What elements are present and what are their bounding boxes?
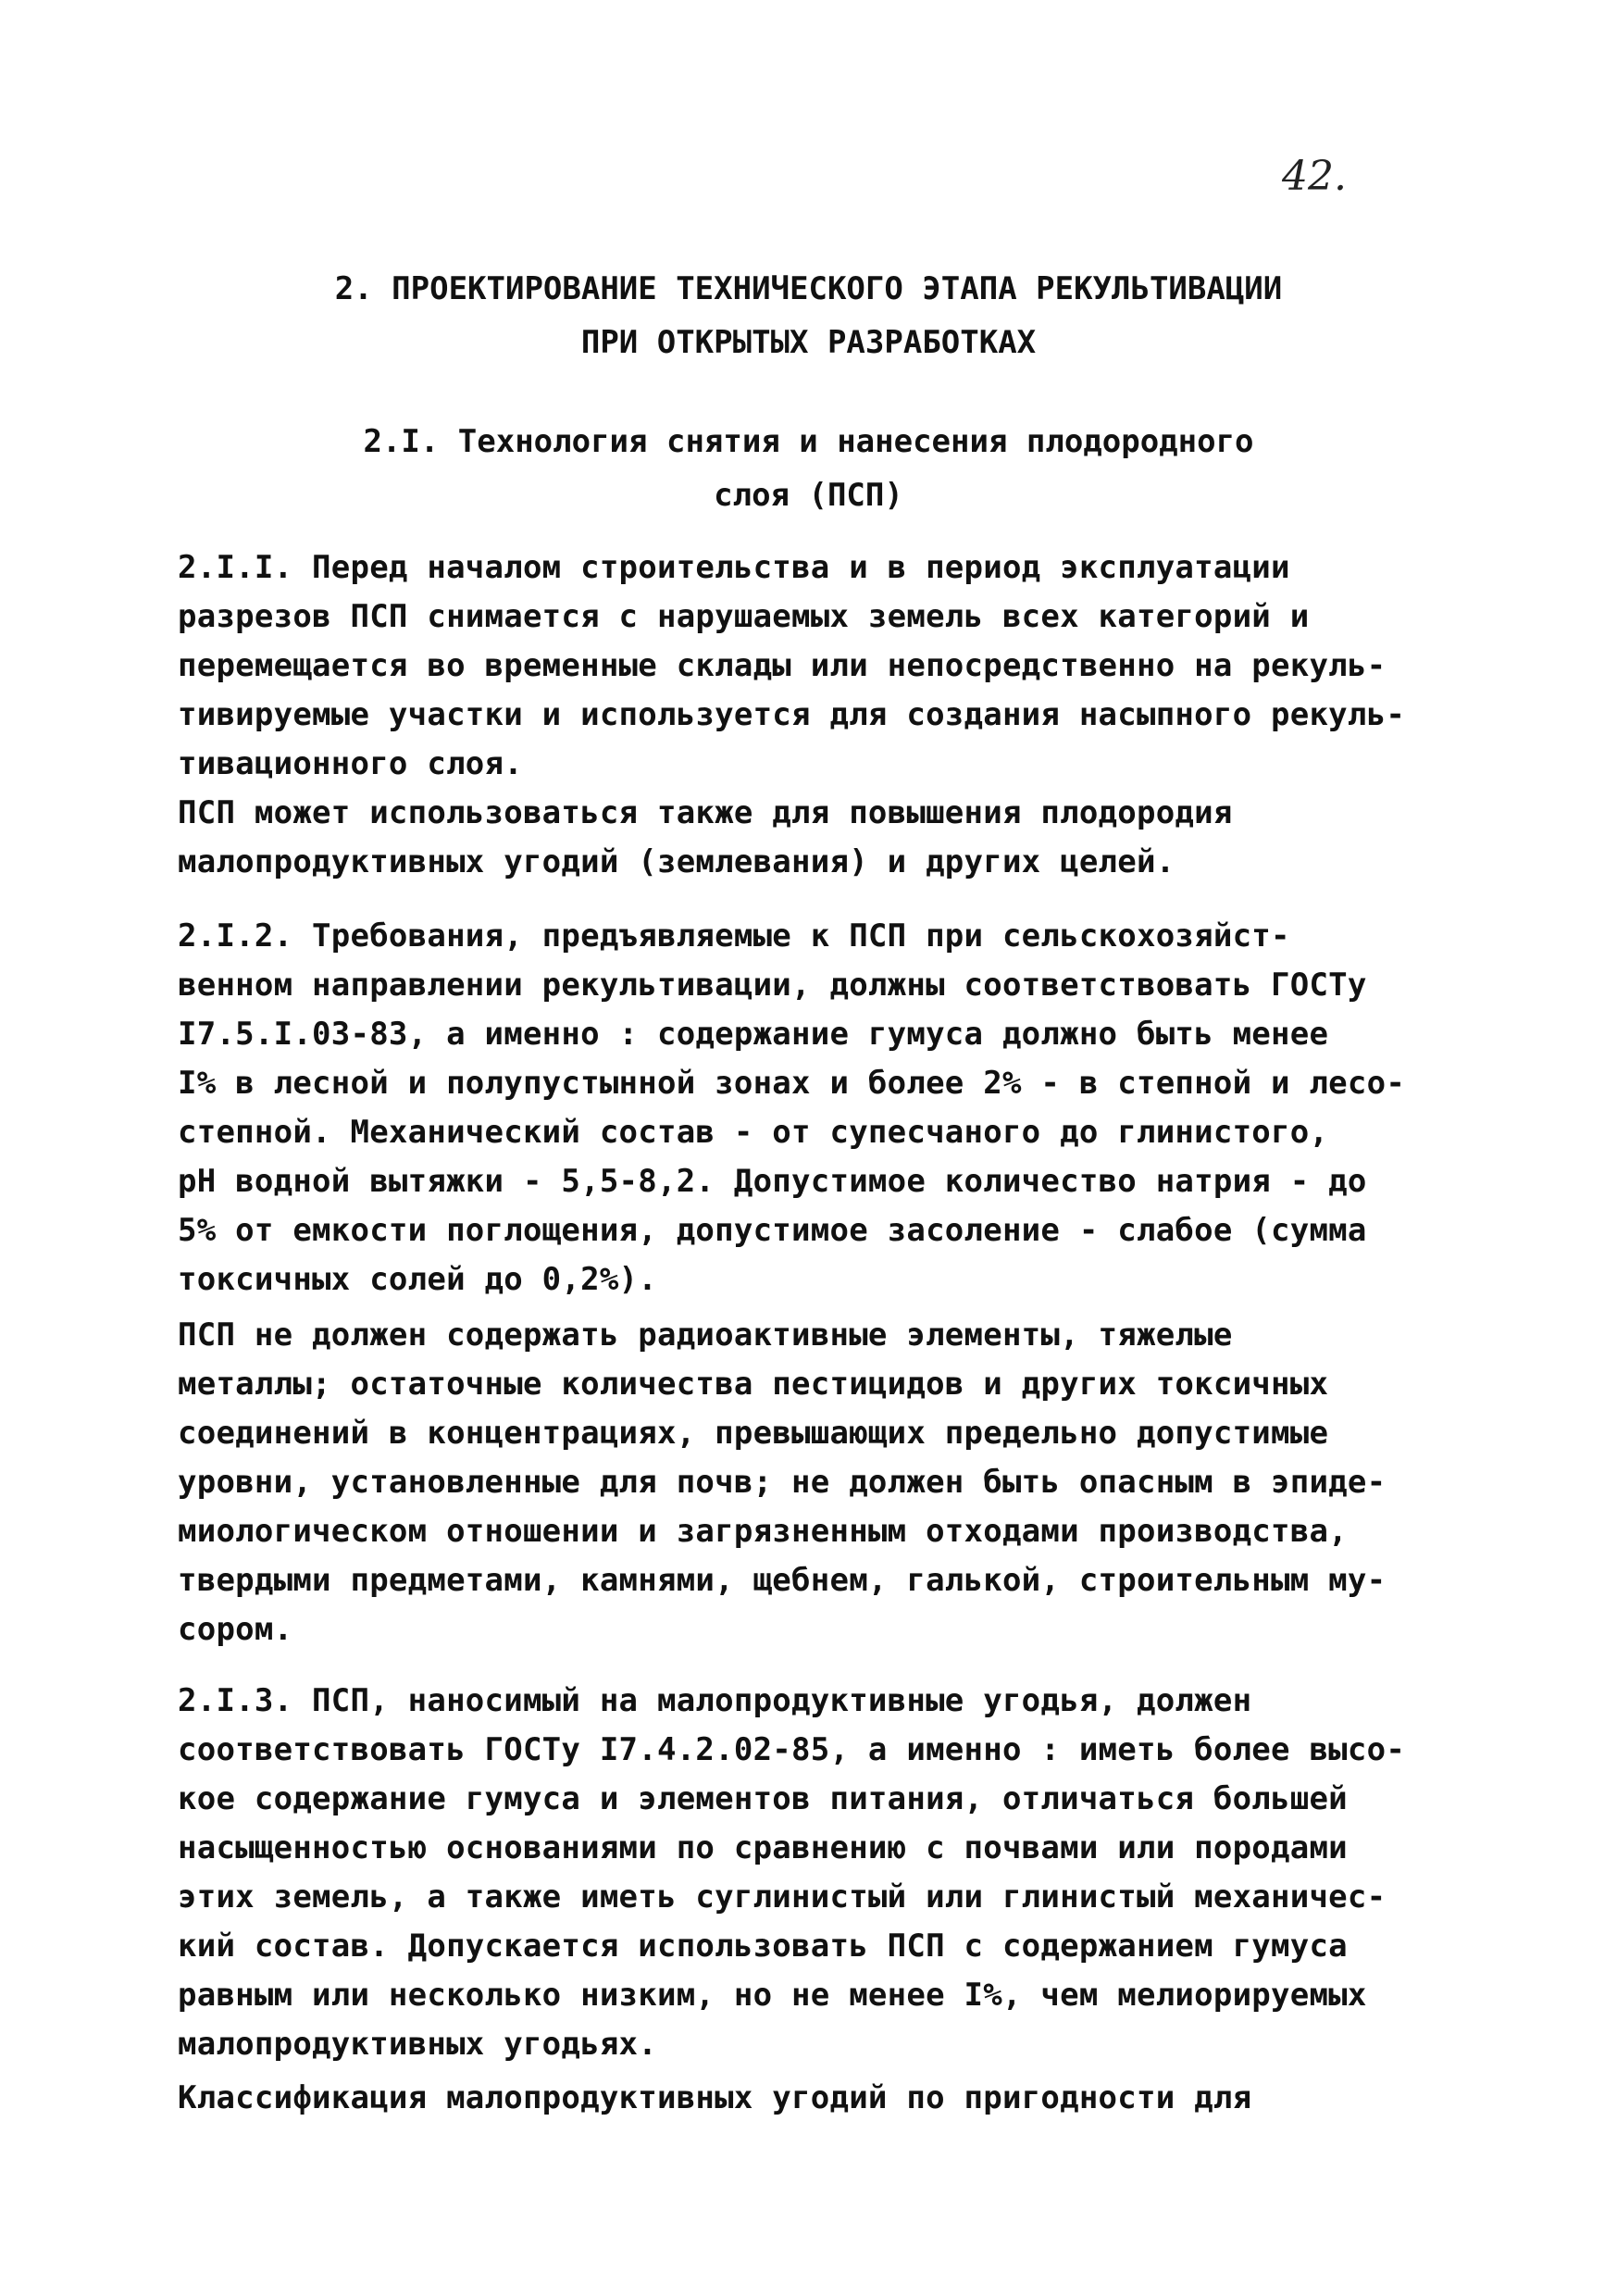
text-line: токсичных солей до 0,2%). bbox=[178, 1261, 657, 1298]
text-line: I7.5.I.03-83, а именно : содержание гумуса должно быть менее bbox=[178, 1016, 1329, 1053]
text-line: соединений в концентрациях, превышающих предельно допустимые bbox=[178, 1415, 1329, 1452]
text-line: кое содержание гумуса и элементов питания, отличаться большей bbox=[178, 1780, 1348, 1817]
chapter-title-line: 2. ПРОЕКТИРОВАНИЕ ТЕХНИЧЕСКОГО ЭТАПА РЕКУЛЬТИВАЦИИ bbox=[334, 270, 1283, 307]
text-line: рН водной вытяжки - 5,5-8,2. Допустимое количество натрия - до bbox=[178, 1163, 1367, 1200]
section-title-line: 2.I. Технология снятия и нанесения плодородного bbox=[363, 423, 1254, 460]
text-line: ПСП не должен содержать радиоактивные элементы, тяжелые bbox=[178, 1316, 1233, 1354]
text-line: разрезов ПСП снимается с нарушаемых земель всех категорий и bbox=[178, 598, 1310, 635]
chapter-title bbox=[139, 262, 1478, 369]
text-line: равным или несколько низким, но не менее I%, чем мелиорируемых bbox=[178, 1977, 1367, 2014]
text-line: I% в лесной и полупустынной зонах и более 2% - в степной и лесо- bbox=[178, 1065, 1406, 1102]
text-line: металлы; остаточные количества пестицидов и других токсичных bbox=[178, 1366, 1329, 1403]
text-line: твердыми предметами, камнями, щебнем, галькой, строительным му- bbox=[178, 1562, 1387, 1599]
text-line: 5% от емкости поглощения, допустимое засоление - слабое (сумма bbox=[178, 1212, 1367, 1249]
text-line: ПСП может использоваться также для повышения плодородия bbox=[178, 794, 1233, 831]
text-line: степной. Механический состав - от супесчаного до глинистого, bbox=[178, 1114, 1329, 1151]
text-line: кий состав. Допускается использовать ПСП с содержанием гумуса bbox=[178, 1928, 1348, 1965]
section-title-line: слоя (ПСП) bbox=[714, 477, 903, 514]
text-line: 2.I.2. Требования, предъявляемые к ПСП при сельскохозяйст- bbox=[178, 917, 1290, 955]
text-line: 2.I.3. ПСП, наносимый на малопродуктивные угодья, должен bbox=[178, 1682, 1252, 1719]
section-title bbox=[139, 415, 1478, 522]
chapter-title-line: ПРИ ОТКРЫТЫХ РАЗРАБОТКАХ bbox=[580, 324, 1037, 361]
text-line: сором. bbox=[178, 1611, 293, 1648]
text-line: малопродуктивных угодьях. bbox=[178, 2026, 657, 2063]
text-line: этих земель, а также иметь суглинистый или глинистый механичес- bbox=[178, 1878, 1387, 1915]
text-line: венном направлении рекультивации, должны соответствовать ГОСТу bbox=[178, 967, 1367, 1004]
text-line: перемещается во временные склады или непосредственно на рекуль- bbox=[178, 647, 1387, 684]
text-line: тивационного слоя. bbox=[178, 745, 523, 782]
text-line: тивируемые участки и используется для создания насыпного рекуль- bbox=[178, 696, 1406, 733]
text-line: насыщенностью основаниями по сравнению с почвами или породами bbox=[178, 1829, 1348, 1866]
page-number: 42. bbox=[1282, 153, 1347, 200]
text-line: малопродуктивных угодий (землевания) и других целей. bbox=[178, 843, 1175, 880]
text-line: 2.I.I. Перед началом строительства и в период эксплуатации bbox=[178, 549, 1290, 586]
text-line: соответствовать ГОСТу I7.4.2.02-85, а именно : иметь более высо- bbox=[178, 1731, 1406, 1768]
text-line: Классификация малопродуктивных угодий по пригодности для bbox=[178, 2079, 1252, 2116]
text-line: уровни, установленные для почв; не должен быть опасным в эпиде- bbox=[178, 1464, 1387, 1501]
text-line: миологическом отношении и загрязненным отходами производства, bbox=[178, 1513, 1348, 1550]
